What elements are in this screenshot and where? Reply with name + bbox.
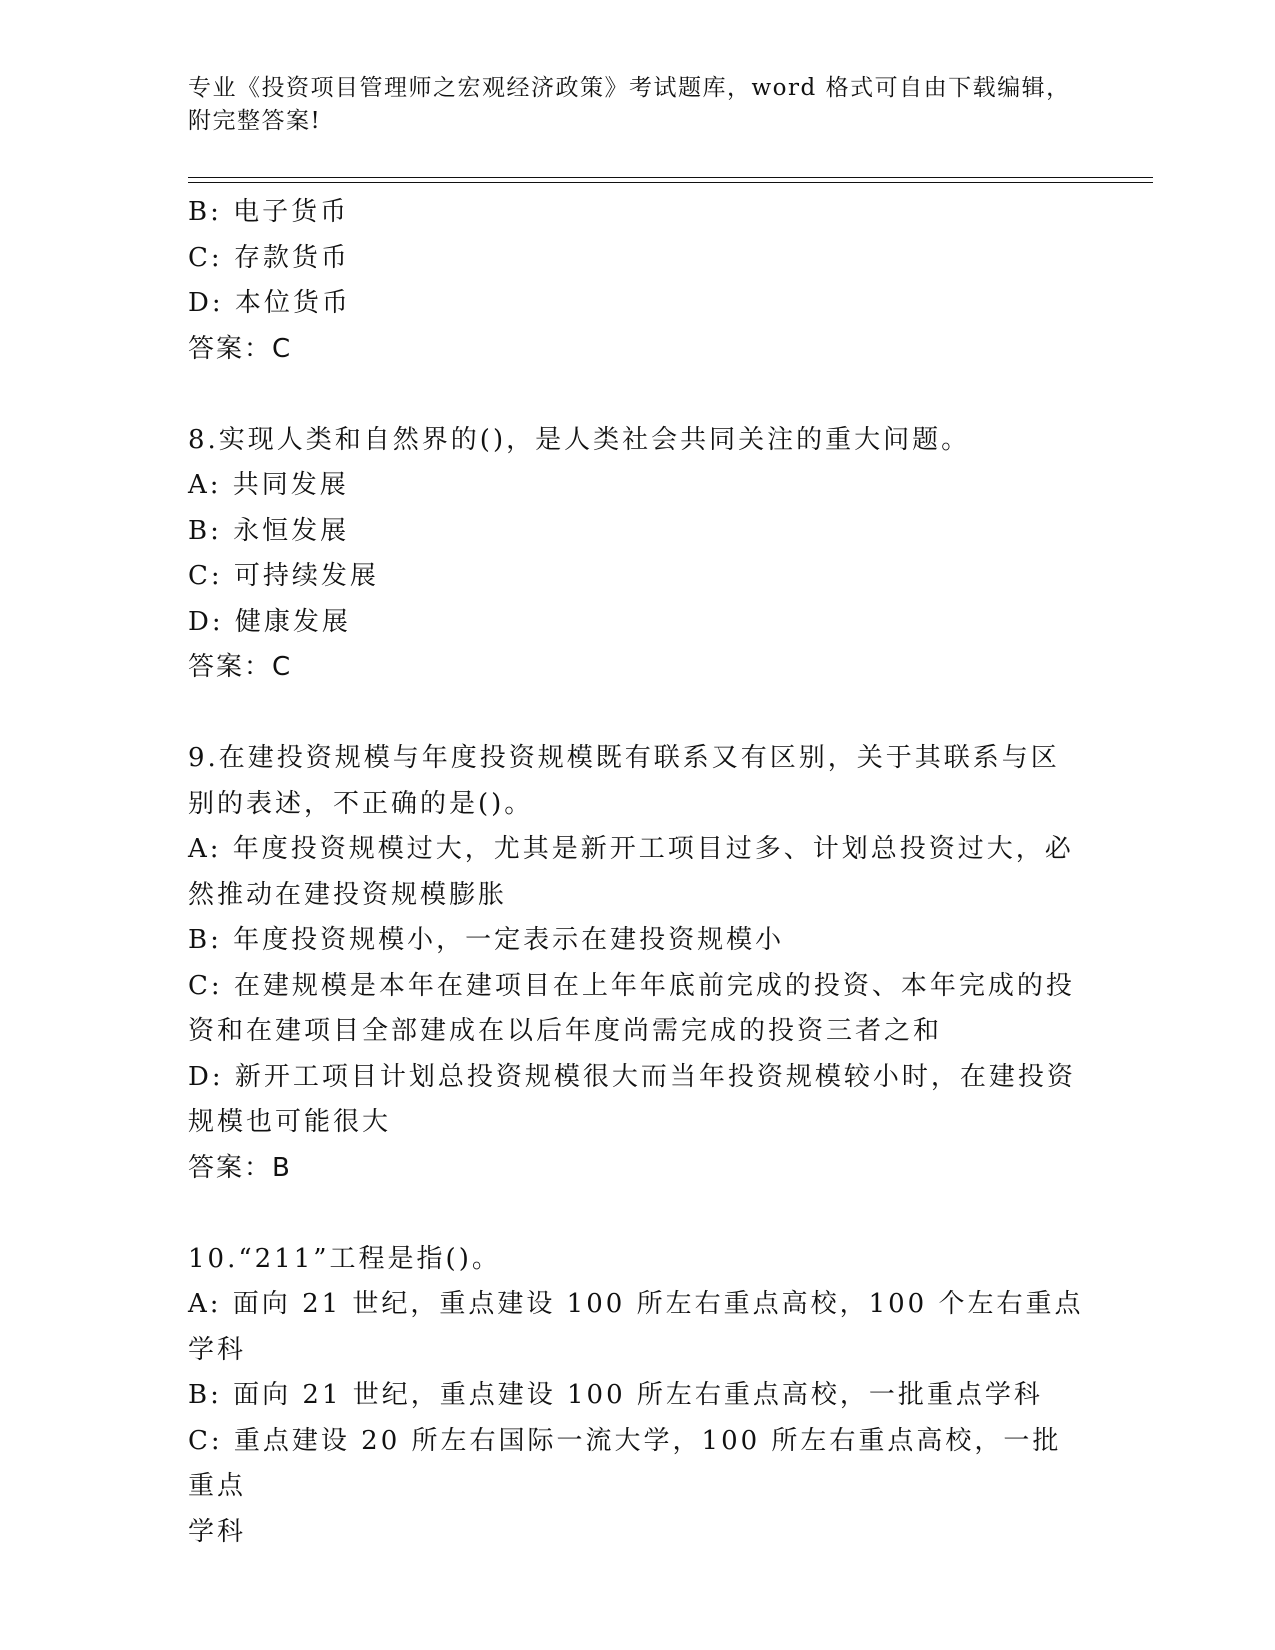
header-rule-bottom [188,182,1153,183]
option-a: A: 面向 21 世纪，重点建设 100 所左右重点高校，100 个左右重点学科 [188,1289,1084,1365]
option-d: D: 健康发展 [188,606,351,637]
option-b: B: 电子货币 [188,197,350,227]
question-stem: 8.实现人类和自然界的()，是人类社会共同关注的重大问题。 [188,424,971,455]
spacer [188,691,1088,737]
question-stem-line-2: 别的表述，不正确的是()。 [188,788,534,819]
answer-label: 答案：C [188,333,293,364]
option-b: B: 年度投资规模小，一定表示在建投资规模小 [188,925,785,955]
spacer [188,372,1088,418]
question-9 [188,736,1088,1191]
option-c-line-1: C: 在建规模是本年在建项目在上年年底前完成的投资、本年完成的投 [188,970,1075,1001]
header-line-2: 附完整答案! [188,108,322,134]
option-d-line-1: D: 新开工项目计划总投资规模很大而当年投资规模较小时，在建投资 [188,1061,1076,1092]
answer-label: 答案：B [188,1152,292,1183]
option-c: C: 可持续发展 [188,561,379,591]
option-a-line-1: A: 年度投资规模过大，尤其是新开工项目过多、计划总投资过大，必 [188,834,1074,864]
option-d-line-2: 规模也可能很大 [188,1107,392,1137]
option-d: D: 本位货币 [188,288,351,318]
question-stem: 10.“211”工程是指()。 [188,1243,501,1274]
question-10 [188,1237,1088,1556]
option-c-line-2: 资和在建项目全部建成在以后年度尚需完成的投资三者之和 [188,1016,943,1046]
option-c-line-2: 学科 [188,1516,247,1547]
option-c: C: 存款货币 [188,242,350,273]
question-stem-line-1: 9.在建投资规模与年度投资规模既有联系又有区别，关于其联系与区 [188,743,1060,773]
option-c-line-1: C: 重点建设 20 所左右国际一流大学，100 所左右重点高校，一批重点 [188,1425,1062,1501]
question-content [188,190,1088,1555]
option-b: B: 永恒发展 [188,515,350,546]
option-b: B: 面向 21 世纪，重点建设 100 所左右重点高校，一批重点学科 [188,1380,1043,1410]
answer-label: 答案：C [188,652,293,682]
document-header [188,72,1088,138]
header-line-1: 专业《投资项目管理师之宏观经济政策》考试题库，word 格式可自由下载编辑， [188,75,1071,101]
option-a-line-2: 然推动在建投资规模膨胀 [188,879,508,910]
question-8 [188,418,1088,691]
question-7-tail [188,190,1088,372]
spacer [188,1191,1088,1237]
option-a: A: 共同发展 [188,470,349,500]
header-rule-top [188,177,1153,178]
